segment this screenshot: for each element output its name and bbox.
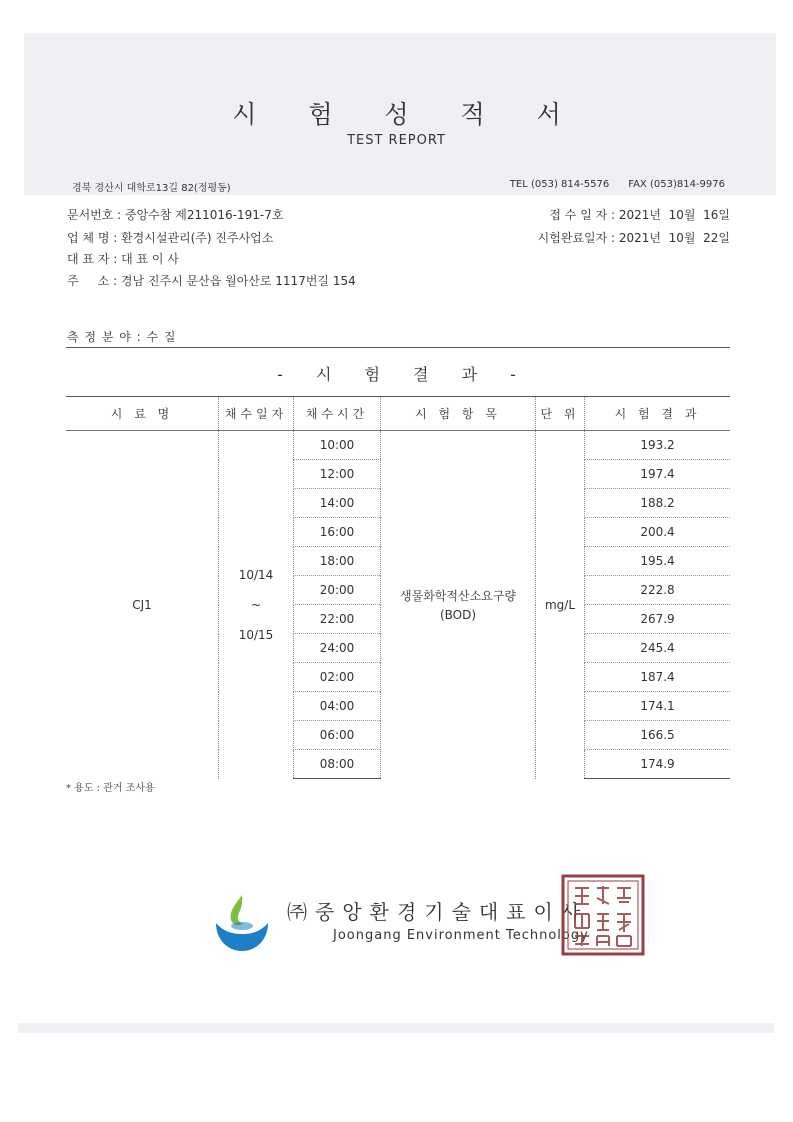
sampling-time: 18:00	[294, 547, 381, 576]
usage-footnote: * 용도 : 관거 조사용	[66, 783, 155, 794]
sampling-time: 20:00	[294, 576, 381, 605]
unit: mg/L	[544, 597, 576, 612]
company-logo-icon	[213, 893, 271, 953]
test-result: 197.4	[585, 460, 731, 489]
sampling-time: 04:00	[294, 692, 381, 721]
bottom-band	[18, 1023, 774, 1033]
header-result: 시 험 결 과	[585, 397, 731, 431]
test-result: 174.9	[585, 750, 731, 779]
company-seal-icon	[561, 874, 645, 956]
date-to: 10/15	[238, 627, 274, 642]
sampling-time: 16:00	[294, 518, 381, 547]
test-item: 생물화학적산소요구량	[400, 589, 516, 604]
sampling-time: 02:00	[294, 663, 381, 692]
doc-number: 문서번호 : 중앙수참 제211016-191-7호	[67, 208, 284, 222]
test-result: 195.4	[585, 547, 731, 576]
report-subtitle: TEST REPORT	[347, 133, 446, 148]
sampling-time: 14:00	[294, 489, 381, 518]
results-title: - 시 험 결 과 -	[277, 365, 530, 384]
date-from: 10/14	[238, 567, 274, 582]
date-separator: ~	[250, 597, 262, 612]
header-sampling-time: 채수시간	[294, 397, 381, 431]
sample-name: CJ1	[132, 597, 152, 612]
test-result: 222.8	[585, 576, 731, 605]
report-title: 시 험 성 적 서	[232, 100, 583, 129]
test-result: 200.4	[585, 518, 731, 547]
lab-address: 경북 경산시 대학로13길 82(정평동)	[72, 183, 231, 194]
sampling-time: 08:00	[294, 750, 381, 779]
table-row	[66, 431, 730, 460]
sampling-time: 12:00	[294, 460, 381, 489]
company-name-en: Joongang Environment Technology	[333, 928, 589, 943]
client-address: 주 소 : 경남 진주시 문산읍 월아산로 1117번길 154	[67, 274, 356, 288]
sampling-time: 10:00	[294, 431, 381, 460]
sampling-time: 06:00	[294, 721, 381, 750]
header-unit: 단 위	[536, 397, 585, 431]
company-name-ko: ㈜중앙환경기술대표이사	[287, 900, 589, 924]
lab-contact: TEL (053) 814-5576 FAX (053)814-9976	[509, 179, 725, 190]
unit-cell	[536, 431, 585, 779]
table-header-row	[66, 397, 730, 431]
test-result: 267.9	[585, 605, 731, 634]
test-item-cell	[381, 431, 536, 779]
completed-date: 시험완료일자 : 2021년 10월 22일	[537, 231, 730, 245]
section-divider	[66, 347, 730, 348]
sampling-time: 22:00	[294, 605, 381, 634]
test-item-code: (BOD)	[439, 608, 477, 623]
test-result: 166.5	[585, 721, 731, 750]
sampling-time: 24:00	[294, 634, 381, 663]
client-company: 업 체 명 : 환경시설관리(주) 진주사업소	[67, 231, 274, 245]
test-result: 245.4	[585, 634, 731, 663]
header-test-item: 시 험 항 목	[381, 397, 536, 431]
test-result: 188.2	[585, 489, 731, 518]
representative: 대 표 자 : 대 표 이 사	[67, 252, 179, 266]
test-result: 193.2	[585, 431, 731, 460]
sample-name-cell	[66, 431, 219, 779]
results-table	[66, 396, 730, 779]
test-result: 187.4	[585, 663, 731, 692]
measurement-field: 측 정 분 야 : 수 질	[67, 330, 177, 344]
header-sample-name: 시 료 명	[66, 397, 219, 431]
test-result: 174.1	[585, 692, 731, 721]
sampling-date-cell	[219, 431, 294, 779]
header-sampling-date: 채수일자	[219, 397, 294, 431]
received-date: 접 수 일 자 : 2021년 10월 16일	[549, 208, 730, 222]
